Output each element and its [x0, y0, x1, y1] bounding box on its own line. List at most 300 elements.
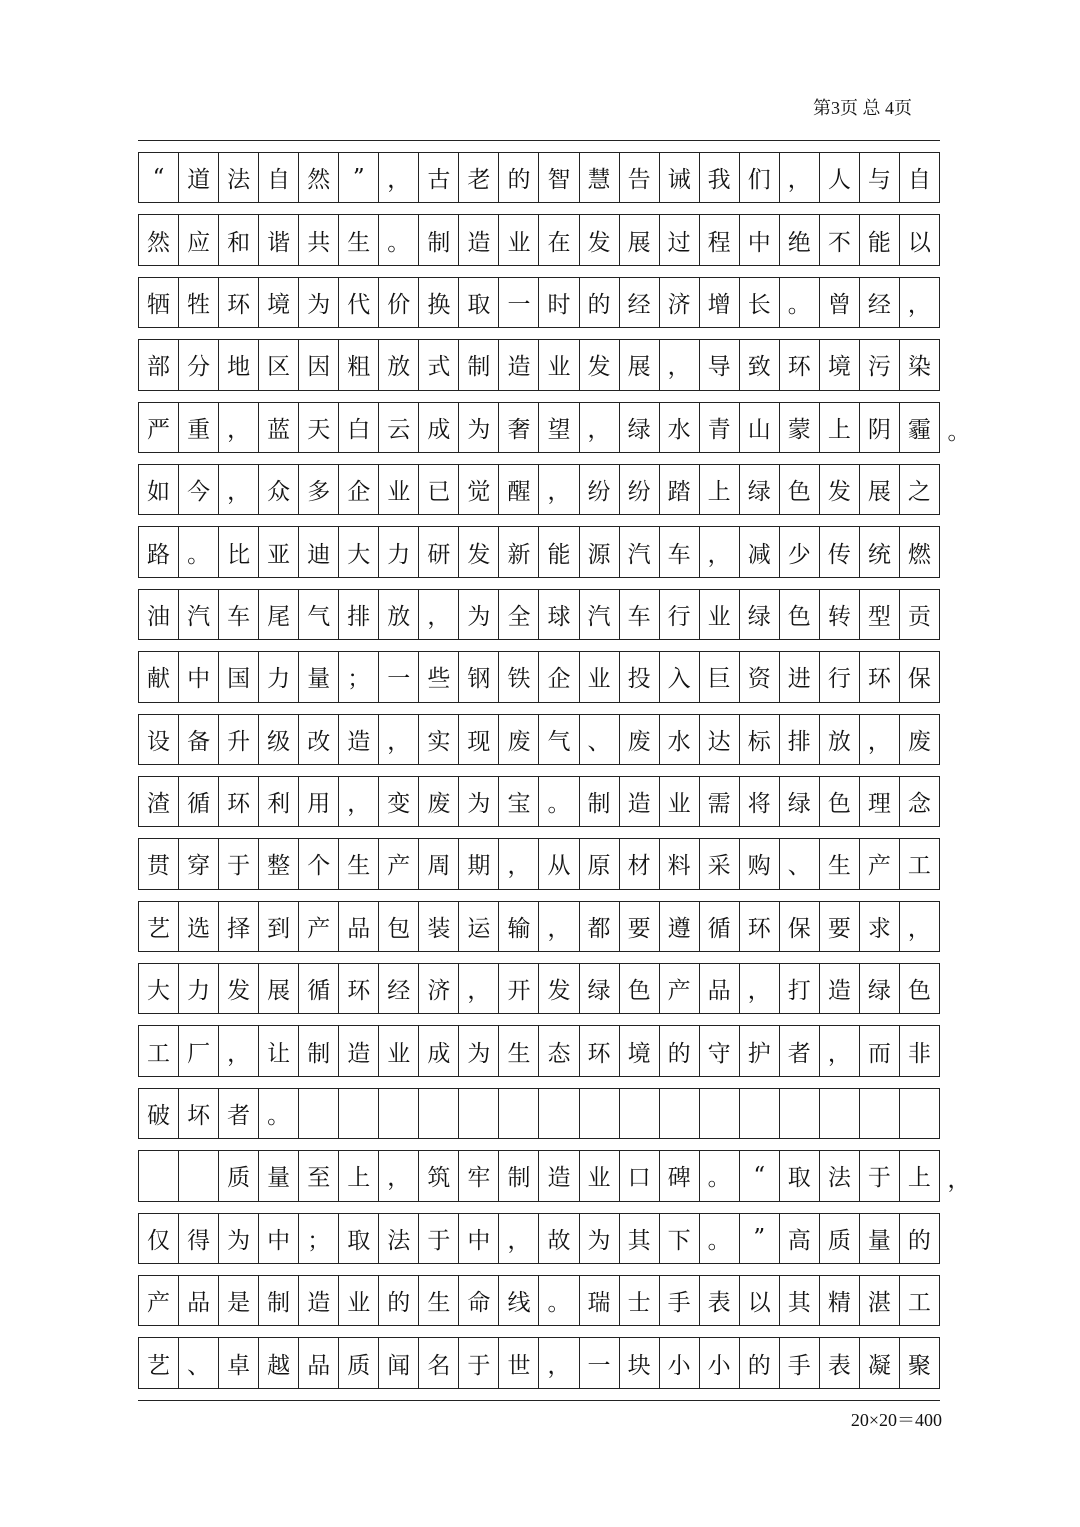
grid-row: [138, 1263, 940, 1325]
grid-cell: 慧: [580, 153, 620, 202]
grid-cell: 资: [740, 652, 780, 701]
grid-cell: 取: [780, 1151, 820, 1200]
grid-cell: 环: [580, 1026, 620, 1075]
grid-cell: 行: [820, 652, 860, 701]
grid-cell: 废: [499, 715, 539, 764]
grid-cell: 坏: [179, 1089, 219, 1138]
grid-cell: 多: [299, 465, 339, 514]
grid-cell: 行: [660, 590, 700, 639]
grid-cell: 球: [539, 590, 579, 639]
grid-cell: 表: [820, 1338, 860, 1387]
grid-cell: 一: [379, 652, 419, 701]
grid-cell: 全: [499, 590, 539, 639]
grid-cell: 经: [379, 964, 419, 1013]
grid-cell: ，: [419, 590, 459, 639]
grid-cell: 今: [179, 465, 219, 514]
grid-cell: 湛: [860, 1276, 900, 1325]
grid-cell: 的: [379, 1276, 419, 1325]
grid-cell: 。: [539, 777, 579, 826]
grid-cell: 道: [179, 153, 219, 202]
grid-row: [138, 1325, 940, 1387]
grid-cell: 得: [179, 1214, 219, 1263]
grid-cell: 蓝: [259, 403, 299, 452]
grid-cell: 贯: [139, 839, 179, 888]
grid-cell: 者: [219, 1089, 259, 1138]
grid-cell: 生: [499, 1026, 539, 1075]
grid-cell: 。: [179, 527, 219, 576]
grid-cell: 排: [339, 590, 379, 639]
grid-cell: 采: [700, 839, 740, 888]
grid-cell: [419, 1089, 459, 1138]
grid-cell: 境: [820, 340, 860, 389]
grid-cell: 与: [860, 153, 900, 202]
grid-cell: 程: [700, 215, 740, 264]
grid-row: [138, 889, 940, 951]
grid-cell: 穿: [179, 839, 219, 888]
grid-cell: 踏: [660, 465, 700, 514]
grid-cell: 迪: [299, 527, 339, 576]
grid-cell: 业: [580, 652, 620, 701]
grid-cell: ，: [900, 902, 940, 951]
grid-cell: 大: [139, 964, 179, 1013]
grid-cell: 法: [820, 1151, 860, 1200]
grid-cell: 发: [459, 527, 499, 576]
grid-cell: 水: [660, 403, 700, 452]
grid-cell: 巨: [700, 652, 740, 701]
grid-cell: 实: [419, 715, 459, 764]
grid-cell: 、: [780, 839, 820, 888]
grid-row: [138, 140, 940, 202]
grid-cell: 生: [419, 1276, 459, 1325]
grid-cell: 车: [660, 527, 700, 576]
grid-cell: 新: [499, 527, 539, 576]
grid-cell: 传: [820, 527, 860, 576]
grid-cell: 高: [780, 1214, 820, 1263]
grid-cell: 排: [780, 715, 820, 764]
grid-cell: 染: [900, 340, 940, 389]
grid-cell: [499, 1089, 539, 1138]
grid-row: [138, 1201, 940, 1263]
grid-cell: 部: [139, 340, 179, 389]
grid-cell: 绝: [780, 215, 820, 264]
grid-cell: [539, 1089, 579, 1138]
grid-cell: [620, 1089, 660, 1138]
grid-cell: ，: [860, 715, 900, 764]
grid-cell: 求: [860, 902, 900, 951]
grid-cell: 让: [259, 1026, 299, 1075]
grid-cell: 造: [620, 777, 660, 826]
grid-cell: 业: [700, 590, 740, 639]
grid-cell: ，: [700, 527, 740, 576]
grid-cell: [339, 1089, 379, 1138]
grid-row: [138, 951, 940, 1013]
grid-cell: ，: [539, 902, 579, 951]
grid-cell: 的: [900, 1214, 940, 1263]
grid-cell: 上: [820, 403, 860, 452]
grid-cell: 要: [820, 902, 860, 951]
grid-cell: 厂: [179, 1026, 219, 1075]
grid-cell: 汽: [620, 527, 660, 576]
grid-cell: 升: [219, 715, 259, 764]
grid-cell: 绿: [860, 964, 900, 1013]
grid-cell: 上: [339, 1151, 379, 1200]
grid-cell: 一: [580, 1338, 620, 1387]
grid-cell: 绿: [580, 964, 620, 1013]
grid-cell: 绿: [740, 590, 780, 639]
grid-cell: 觉: [459, 465, 499, 514]
grid-cell: 、: [179, 1338, 219, 1387]
grid-cell: 环: [740, 902, 780, 951]
grid-cell: 品: [299, 1338, 339, 1387]
grid-cell: 智: [539, 153, 579, 202]
grid-cell: 放: [379, 590, 419, 639]
grid-cell: 牢: [459, 1151, 499, 1200]
grid-cell: 。: [700, 1151, 740, 1200]
grid-cell: 质: [820, 1214, 860, 1263]
grid-cell: 告: [620, 153, 660, 202]
grid-cell: 命: [459, 1276, 499, 1325]
grid-cell: 料: [660, 839, 700, 888]
grid-cell: 式: [419, 340, 459, 389]
grid-cell: 用: [299, 777, 339, 826]
grid-cell: 于: [459, 1338, 499, 1387]
grid-cell: 护: [740, 1026, 780, 1075]
grid-row: [138, 1138, 940, 1200]
grid-cell: 境: [620, 1026, 660, 1075]
grid-cell: 生: [339, 839, 379, 888]
grid-cell: 制: [419, 215, 459, 264]
grid-cell: 力: [179, 964, 219, 1013]
grid-cell: 制: [580, 777, 620, 826]
grid-cell: 输: [499, 902, 539, 951]
grid-cell: 企: [339, 465, 379, 514]
grid-cell: 诫: [660, 153, 700, 202]
grid-cell: 自: [259, 153, 299, 202]
grid-cell: 到: [259, 902, 299, 951]
grid-cell: 人: [820, 153, 860, 202]
grid-cell: 为: [219, 1214, 259, 1263]
grid-cell: ；: [299, 1214, 339, 1263]
grid-cell: 色: [820, 777, 860, 826]
grid-cell: 量: [860, 1214, 900, 1263]
grid-cell: ，: [379, 1151, 419, 1200]
grid-cell: 投: [620, 652, 660, 701]
grid-cell: 放: [379, 340, 419, 389]
grid-cell: 献: [139, 652, 179, 701]
grid-cell: 废: [900, 715, 940, 764]
grid-cell: 牺: [139, 278, 179, 327]
grid-cell: 期: [459, 839, 499, 888]
grid-cell: 造: [339, 1026, 379, 1075]
grid-cell: 取: [339, 1214, 379, 1263]
grid-cell: [139, 1151, 179, 1200]
grid-cell: 非: [900, 1026, 940, 1075]
grid-cell: ”: [740, 1214, 780, 1263]
grid-cell: 于: [219, 839, 259, 888]
grid-cell: 造: [820, 964, 860, 1013]
grid-cell: 路: [139, 527, 179, 576]
grid-cell: 打: [780, 964, 820, 1013]
grid-cell: 艺: [139, 1338, 179, 1387]
grid-cell: ，: [780, 153, 820, 202]
grid-cell: 比: [219, 527, 259, 576]
grid-cell: 线: [499, 1276, 539, 1325]
grid-cell: 要: [620, 902, 660, 951]
grid-row: [138, 327, 940, 389]
grid-cell: 工: [139, 1026, 179, 1075]
grid-cell: ；: [339, 652, 379, 701]
grid-cell: 法: [379, 1214, 419, 1263]
grid-cell: 手: [660, 1276, 700, 1325]
grid-cell: 取: [459, 278, 499, 327]
grid-cell: 态: [539, 1026, 579, 1075]
grid-cell: 工: [900, 839, 940, 888]
page-number: 第3页 总 4页: [813, 98, 912, 118]
grid-cell: 生: [820, 839, 860, 888]
grid-cell: 碑: [660, 1151, 700, 1200]
grid-cell: 整: [259, 839, 299, 888]
grid-cell: 循: [179, 777, 219, 826]
grid-cell: [820, 1089, 860, 1138]
grid-cell: 经: [860, 278, 900, 327]
grid-cell: 展: [620, 215, 660, 264]
grid-cell: [900, 1089, 940, 1138]
grid-cell: 法: [219, 153, 259, 202]
grid-row: [138, 390, 940, 452]
grid-cell: ，: [219, 465, 259, 514]
grid-cell: 包: [379, 902, 419, 951]
grid-cell: 研: [419, 527, 459, 576]
grid-cell: ，: [499, 839, 539, 888]
grid-cell: 老: [459, 153, 499, 202]
grid-cell: 气: [539, 715, 579, 764]
grid-row: [138, 202, 940, 264]
grid-row: [138, 577, 940, 639]
grid-cell: 国: [219, 652, 259, 701]
grid-cell: 色: [780, 465, 820, 514]
grid-cell: 色: [780, 590, 820, 639]
grid-cell: ，: [820, 1026, 860, 1075]
grid-cell: ，: [219, 403, 259, 452]
grid-cell: 从: [539, 839, 579, 888]
grid-cell: 山: [740, 403, 780, 452]
grid-cell: 减: [740, 527, 780, 576]
grid-cell: 制: [499, 1151, 539, 1200]
grid-cell: 绿: [780, 777, 820, 826]
composition-grid: [138, 140, 971, 1388]
grid-cell: [860, 1089, 900, 1138]
grid-cell: 济: [419, 964, 459, 1013]
grid-cell: 小: [660, 1338, 700, 1387]
grid-cell: [580, 1089, 620, 1138]
grid-cell: [299, 1089, 339, 1138]
grid-cell: 个: [299, 839, 339, 888]
grid-cell: 造: [299, 1276, 339, 1325]
grid-cell: 我: [700, 153, 740, 202]
overflow-punctuation: 。: [947, 418, 971, 445]
grid-cell: 中: [740, 215, 780, 264]
grid-cell: ，: [379, 715, 419, 764]
grid-cell: 统: [860, 527, 900, 576]
grid-cell: 发: [580, 215, 620, 264]
grid-cell: 保: [780, 902, 820, 951]
grid-cell: 工: [900, 1276, 940, 1325]
grid-cell: 。: [259, 1089, 299, 1138]
grid-cell: 粗: [339, 340, 379, 389]
grid-cell: 其: [620, 1214, 660, 1263]
grid-cell: 制: [459, 340, 499, 389]
grid-cell: 手: [780, 1338, 820, 1387]
grid-cell: 至: [299, 1151, 339, 1200]
grid-cell: 需: [700, 777, 740, 826]
grid-cell: 阴: [860, 403, 900, 452]
grid-cell: 精: [820, 1276, 860, 1325]
grid-cell: 蒙: [780, 403, 820, 452]
grid-cell: 成: [419, 403, 459, 452]
grid-cell: 购: [740, 839, 780, 888]
grid-cell: 备: [179, 715, 219, 764]
grid-cell: 名: [419, 1338, 459, 1387]
grid-cell: 发: [539, 964, 579, 1013]
grid-cell: 汽: [580, 590, 620, 639]
grid-cell: 业: [580, 1151, 620, 1200]
grid-cell: 仅: [139, 1214, 179, 1263]
grid-cell: [379, 1089, 419, 1138]
grid-row: [138, 1076, 940, 1138]
grid-cell: 产: [860, 839, 900, 888]
grid-cell: 业: [379, 1026, 419, 1075]
grid-cell: 为: [459, 1026, 499, 1075]
grid-cell: 品: [179, 1276, 219, 1325]
grid-cell: 长: [740, 278, 780, 327]
grid-cell: 力: [379, 527, 419, 576]
grid-cell: ，: [900, 278, 940, 327]
grid-cell: 环: [780, 340, 820, 389]
grid-cell: “: [740, 1151, 780, 1200]
grid-cell: 产: [379, 839, 419, 888]
grid-cell: 望: [539, 403, 579, 452]
grid-cell: 量: [299, 652, 339, 701]
overflow-punctuation: ，: [947, 1167, 971, 1194]
grid-cell: 质: [219, 1151, 259, 1200]
grid-cell: 铁: [499, 652, 539, 701]
grid-cell: 造: [539, 1151, 579, 1200]
grid-cell: 上: [900, 1151, 940, 1200]
grid-cell: 严: [139, 403, 179, 452]
grid-cell: 世: [499, 1338, 539, 1387]
grid-cell: ”: [339, 153, 379, 202]
grid-cell: 型: [860, 590, 900, 639]
grid-cell: 运: [459, 902, 499, 951]
grid-cell: 开: [499, 964, 539, 1013]
grid-cell: 造: [459, 215, 499, 264]
grid-cell: ，: [740, 964, 780, 1013]
grid-cell: 产: [139, 1276, 179, 1325]
grid-row: [138, 826, 940, 888]
grid-cell: 士: [620, 1276, 660, 1325]
grid-cell: 进: [780, 652, 820, 701]
grid-cell: 破: [139, 1089, 179, 1138]
grid-cell: 源: [580, 527, 620, 576]
grid-cell: ，: [539, 465, 579, 514]
grid-cell: 油: [139, 590, 179, 639]
grid-cell: [740, 1089, 780, 1138]
grid-cell: 之: [900, 465, 940, 514]
grid-cell: 色: [900, 964, 940, 1013]
grid-cell: 现: [459, 715, 499, 764]
grid-cell: 卓: [219, 1338, 259, 1387]
grid-cell: 能: [539, 527, 579, 576]
grid-cell: 和: [219, 215, 259, 264]
grid-cell: 自: [900, 153, 940, 202]
grid-cell: 力: [259, 652, 299, 701]
grid-cell: 已: [419, 465, 459, 514]
grid-cell: 分: [179, 340, 219, 389]
grid-cell: 为: [459, 777, 499, 826]
grid-cell: 汽: [179, 590, 219, 639]
grid-cell: 发: [820, 465, 860, 514]
grid-cell: 表: [700, 1276, 740, 1325]
grid-cell: [179, 1151, 219, 1200]
grid-cell: 、: [580, 715, 620, 764]
grid-cell: 换: [419, 278, 459, 327]
grid-cell: 牲: [179, 278, 219, 327]
grid-cell: 济: [660, 278, 700, 327]
grid-cell: 中: [459, 1214, 499, 1263]
grid-cell: 在: [539, 215, 579, 264]
grid-cell: 青: [700, 403, 740, 452]
grid-cell: 制: [259, 1276, 299, 1325]
grid-cell: 境: [259, 278, 299, 327]
grid-cell: 变: [379, 777, 419, 826]
grid-cell: 的: [740, 1338, 780, 1387]
grid-cell: 念: [900, 777, 940, 826]
grid-cell: 奢: [499, 403, 539, 452]
grid-cell: 废: [620, 715, 660, 764]
grid-cell: ，: [219, 1026, 259, 1075]
grid-cell: 瑞: [580, 1276, 620, 1325]
grid-cell: 而: [860, 1026, 900, 1075]
grid-cell: 代: [339, 278, 379, 327]
grid-cell: 原: [580, 839, 620, 888]
grid-cell: 。: [379, 215, 419, 264]
grid-cell: 遵: [660, 902, 700, 951]
grid-cell: 者: [780, 1026, 820, 1075]
grid-cell: 色: [620, 964, 660, 1013]
grid-cell: 绿: [620, 403, 660, 452]
grid-cell: 业: [660, 777, 700, 826]
grid-cell: 天: [299, 403, 339, 452]
grid-cell: 宝: [499, 777, 539, 826]
grid-cell: 品: [700, 964, 740, 1013]
grid-cell: ，: [660, 340, 700, 389]
grid-cell: 。: [780, 278, 820, 327]
grid-cell: 都: [580, 902, 620, 951]
grid-cell: 重: [179, 403, 219, 452]
grid-cell: 一: [499, 278, 539, 327]
grid-cell: 业: [379, 465, 419, 514]
grid-cell: 转: [820, 590, 860, 639]
grid-cell: 理: [860, 777, 900, 826]
grid-cell: 将: [740, 777, 780, 826]
grid-row: [138, 514, 940, 576]
grid-cell: 众: [259, 465, 299, 514]
grid-cell: 为: [580, 1214, 620, 1263]
grid-cell: 制: [299, 1026, 339, 1075]
grid-cell: 产: [299, 902, 339, 951]
grid-cell: 达: [700, 715, 740, 764]
grid-cell: 为: [459, 403, 499, 452]
